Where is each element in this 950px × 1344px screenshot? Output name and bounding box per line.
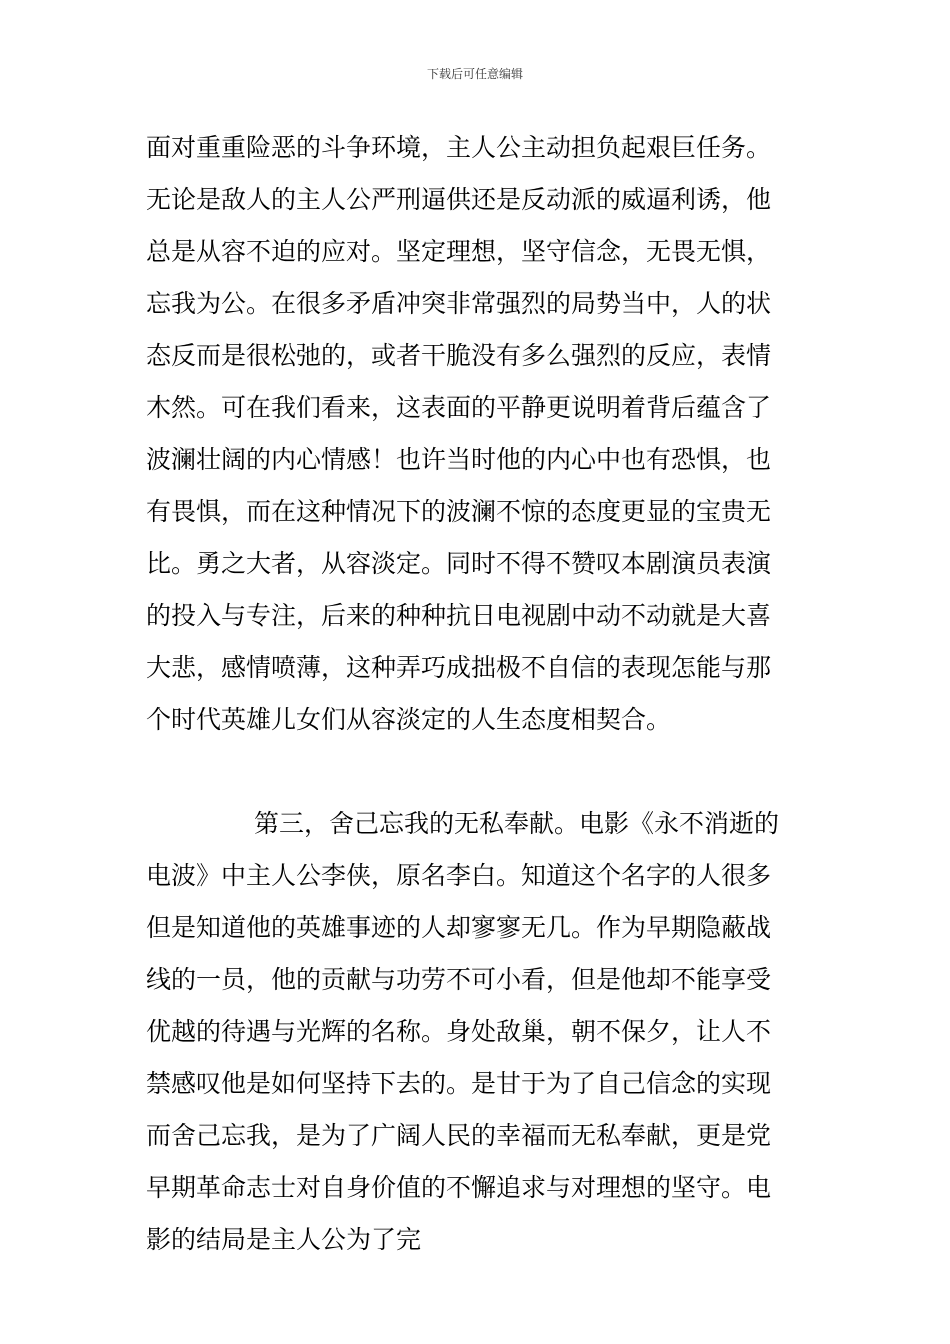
text-line: 但是知道他的英雄事迹的人却寥寥无几。作为早期隐蔽战: [146, 913, 772, 942]
page-header: 下载后可任意编辑: [426, 67, 523, 81]
text-line: 线的一员，他的贡献与功劳不可小看，但是他却不能享受: [146, 965, 772, 994]
text-line: 的投入与专注，后来的种种抗日电视剧中动不动就是大喜: [146, 601, 772, 630]
document-body: [146, 122, 806, 1266]
text-line: 影的结局是主人公为了完: [146, 1225, 422, 1254]
text-line: 而舍己忘我，是为了广阔人民的幸福而无私奉献，更是党: [146, 1121, 772, 1150]
paragraph-1: [146, 122, 806, 746]
text-line: 比。勇之大者，从容淡定。同时不得不赞叹本剧演员表演: [146, 549, 772, 578]
text-line: 优越的待遇与光辉的名称。身处敌巢，朝不保夕，让人不: [146, 1017, 772, 1046]
text-line: 波澜壮阔的内心情感！也许当时他的内心中也有恐惧，也: [146, 445, 772, 474]
text-line: 个时代英雄儿女们从容淡定的人生态度相契合。: [146, 705, 672, 734]
text-line: 态反而是很松弛的，或者干脆没有多么强烈的反应，表情: [146, 341, 772, 370]
text-line: 总是从容不迫的应对。坚定理想，坚守信念，无畏无惧，: [146, 237, 772, 266]
text-line: 有畏惧，而在这种情况下的波澜不惊的态度更显的宝贵无: [146, 497, 772, 526]
text-line: 忘我为公。在很多矛盾冲突非常强烈的局势当中，人的状: [146, 289, 772, 318]
paragraph-spacer: [146, 746, 806, 798]
text-line: 禁感叹他是如何坚持下去的。是甘于为了自己信念的实现: [146, 1069, 772, 1098]
text-line: 大悲，感情喷薄，这种弄巧成拙极不自信的表现怎能与那: [146, 653, 772, 682]
paragraph-2: [146, 798, 806, 1266]
text-line: 无论是敌人的主人公严刑逼供还是反动派的威逼利诱，他: [146, 185, 772, 214]
text-line: 木然。可在我们看来，这表面的平静更说明着背后蕴含了: [146, 393, 772, 422]
text-line: 面对重重险恶的斗争环境，主人公主动担负起艰巨任务。: [146, 133, 772, 162]
text-line: 早期革命志士对自身价值的不懈追求与对理想的坚守。电: [146, 1173, 772, 1202]
text-line-indented: 第三，舍己忘我的无私奉献。电影《永不消逝的: [254, 809, 780, 838]
text-line: 电波》中主人公李侠，原名李白。知道这个名字的人很多: [146, 861, 772, 890]
